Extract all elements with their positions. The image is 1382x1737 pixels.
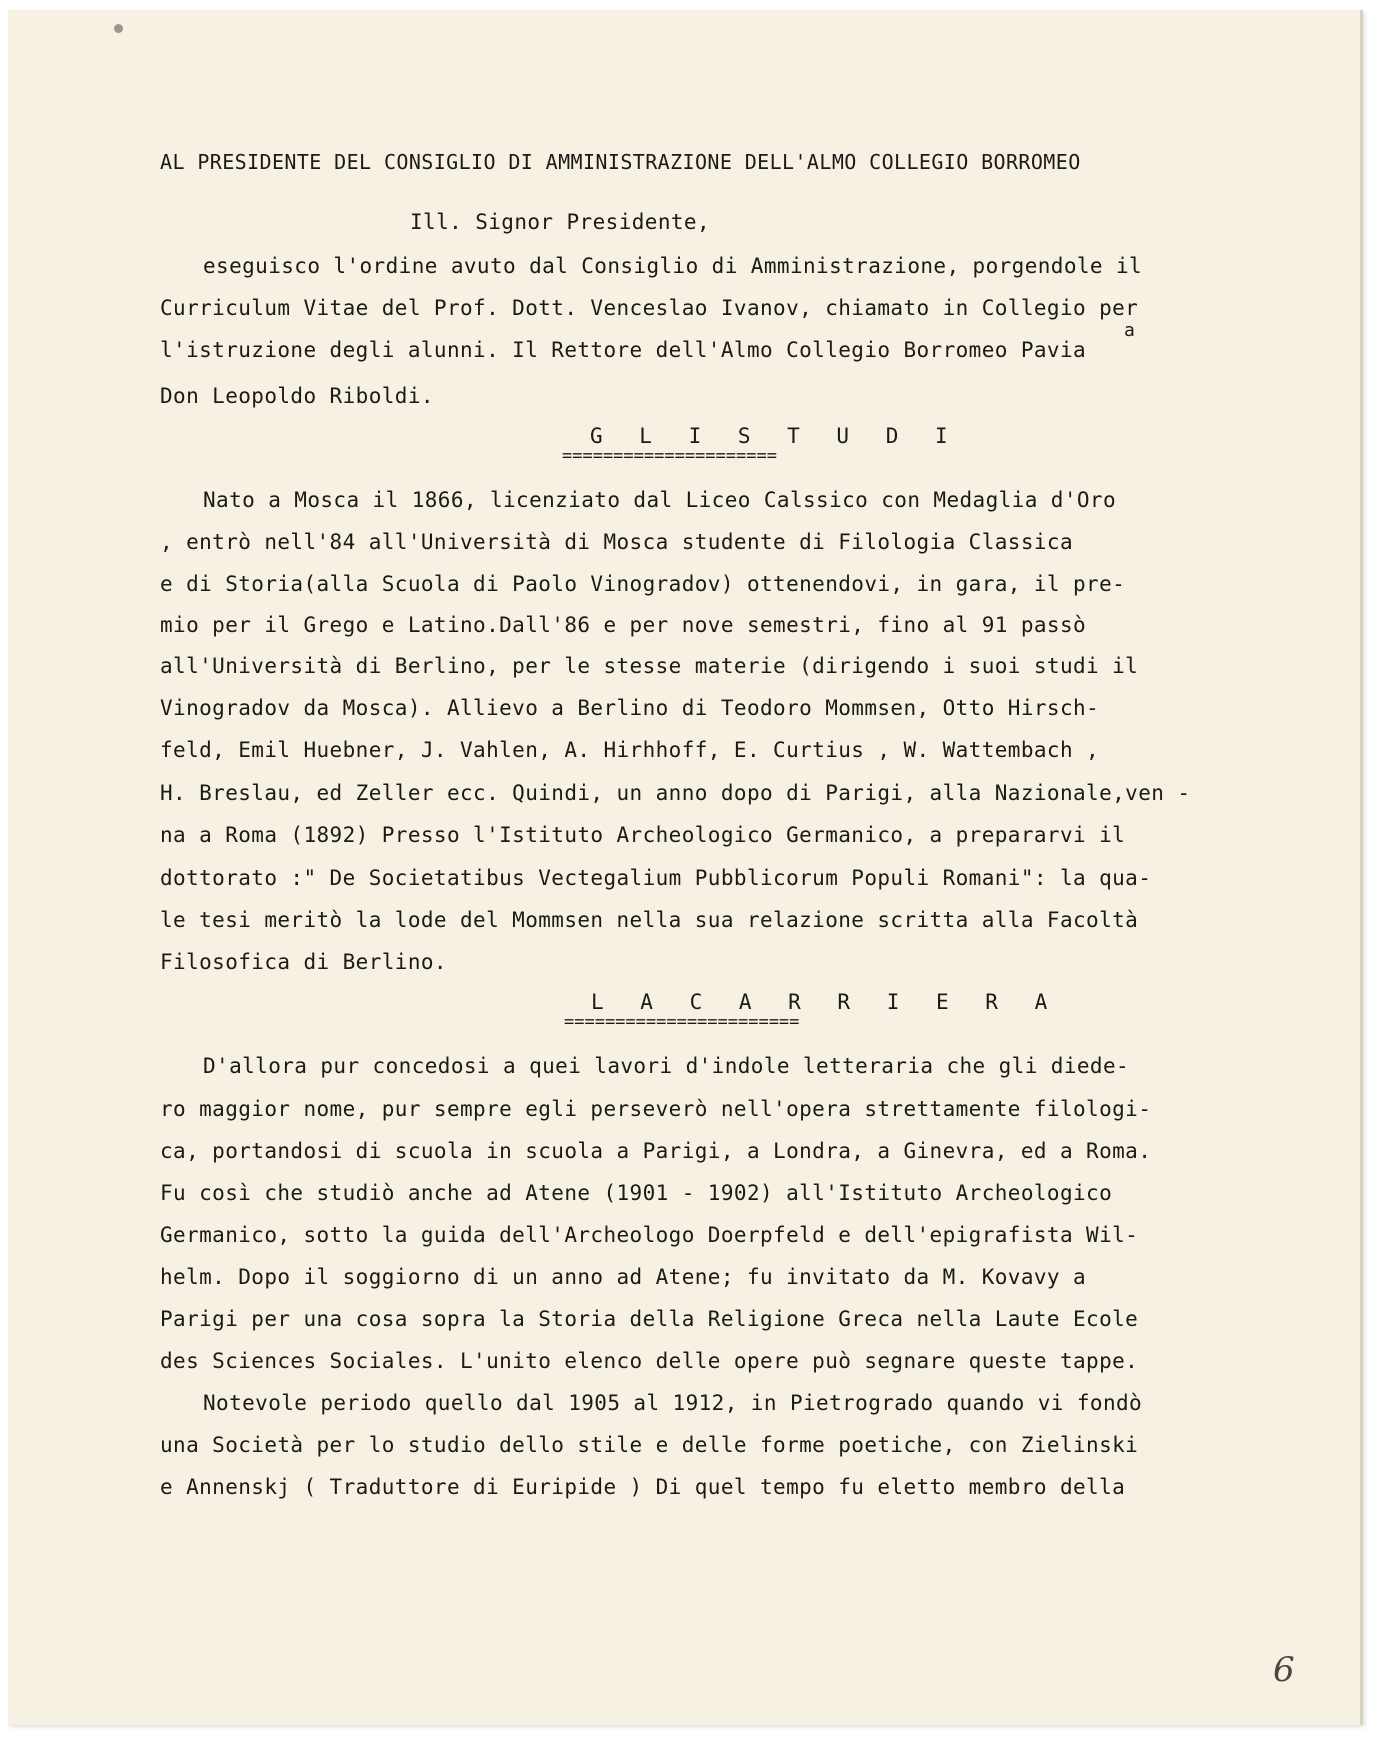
intro-line: Curriculum Vitae del Prof. Dott. Venceslao Ivanov, chiamato in Collegio per (160, 296, 1139, 320)
studi-line: H. Breslau, ed Zeller ecc. Quindi, un anno dopo di Parigi, alla Nazionale,ven - (160, 781, 1191, 805)
carriera-line: Notevole periodo quello dal 1905 al 1912, in Pietrogrado quando vi fondò (203, 1391, 1143, 1415)
intro-line: l'istruzione degli alunni. Il Rettore dell'Almo Collegio Borromeo Pavia (160, 338, 1087, 362)
carriera-line: una Società per lo studio dello stile e delle forme poetiche, con Zielinski (160, 1433, 1139, 1457)
carriera-line: e Annenskj ( Traduttore di Euripide ) Di quel tempo fu eletto membro della (160, 1475, 1126, 1499)
carriera-line: Fu così che studiò anche ad Atene (1901 - 1902) all'Istituto Archeologico (160, 1181, 1113, 1205)
section-heading-studi: G L I S T U D I (590, 424, 960, 448)
salutation: Ill. Signor Presidente, (410, 210, 710, 234)
ink-spot (114, 24, 123, 33)
carriera-line: Parigi per una cosa sopra la Storia della Religione Greca nella Laute Ecole (160, 1307, 1139, 1331)
studi-line: Nato a Mosca il 1866, licenziato dal Liceo Calssico con Medaglia d'Oro (203, 488, 1117, 512)
studi-line: Vinogradov da Mosca). Allievo a Berlino di Teodoro Mommsen, Otto Hirsch- (160, 696, 1100, 720)
section-heading-carriera: L A C A R R I E R A (591, 990, 1060, 1014)
document-page (8, 10, 1363, 1725)
address-line: AL PRESIDENTE DEL CONSIGLIO DI AMMINISTRAZIONE DELL'ALMO COLLEGIO BORROMEO (160, 150, 1081, 174)
studi-line: feld, Emil Huebner, J. Vahlen, A. Hirhhoff, E. Curtius , W. Wattembach , (160, 738, 1100, 762)
intro-line: eseguisco l'ordine avuto dal Consiglio di Amministrazione, porgendole il (203, 254, 1143, 278)
studi-line: dottorato :" De Societatibus Vectegalium Pubblicorum Populi Romani": la qua- (160, 866, 1152, 890)
studi-line: all'Università di Berlino, per le stesse materie (dirigendo i suoi studi il (160, 654, 1139, 678)
studi-line: le tesi meritò la lode del Mommsen nella sua relazione scritta alla Facoltà (160, 908, 1139, 932)
interlinear-correction: a (1124, 320, 1136, 341)
handwritten-page-number: 6 (1273, 1650, 1295, 1690)
studi-line: mio per il Grego e Latino.Dall'86 e per nove semestri, fino al 91 passò (160, 613, 1087, 637)
studi-line: na a Roma (1892) Presso l'Istituto Archeologico Germanico, a prepararvi il (160, 823, 1126, 847)
studi-line: e di Storia(alla Scuola di Paolo Vinogradov) ottenendovi, in gara, il pre- (160, 572, 1126, 596)
intro-line: Don Leopoldo Riboldi. (160, 384, 434, 408)
studi-line: Filosofica di Berlino. (160, 950, 447, 974)
heading-underline: ===================== (562, 446, 777, 466)
carriera-line: Germanico, sotto la guida dell'Archeologo Doerpfeld e dell'epigrafista Wil- (160, 1223, 1139, 1247)
carriera-line: des Sciences Sociales. L'unito elenco delle opere può segnare queste tappe. (160, 1349, 1139, 1373)
carriera-line: D'allora pur concedosi a quei lavori d'indole letteraria che gli diede- (203, 1054, 1130, 1078)
carriera-line: ro maggior nome, pur sempre egli perseverò nell'opera strettamente filologi- (160, 1097, 1152, 1121)
carriera-line: helm. Dopo il soggiorno di un anno ad Atene; fu invitato da M. Kovavy a (160, 1265, 1087, 1289)
heading-underline: ======================= (564, 1012, 800, 1032)
carriera-line: ca, portandosi di scuola in scuola a Parigi, a Londra, a Ginevra, ed a Roma. (160, 1139, 1152, 1163)
studi-line: , entrò nell'84 all'Università di Mosca studente di Filologia Classica (160, 530, 1074, 554)
